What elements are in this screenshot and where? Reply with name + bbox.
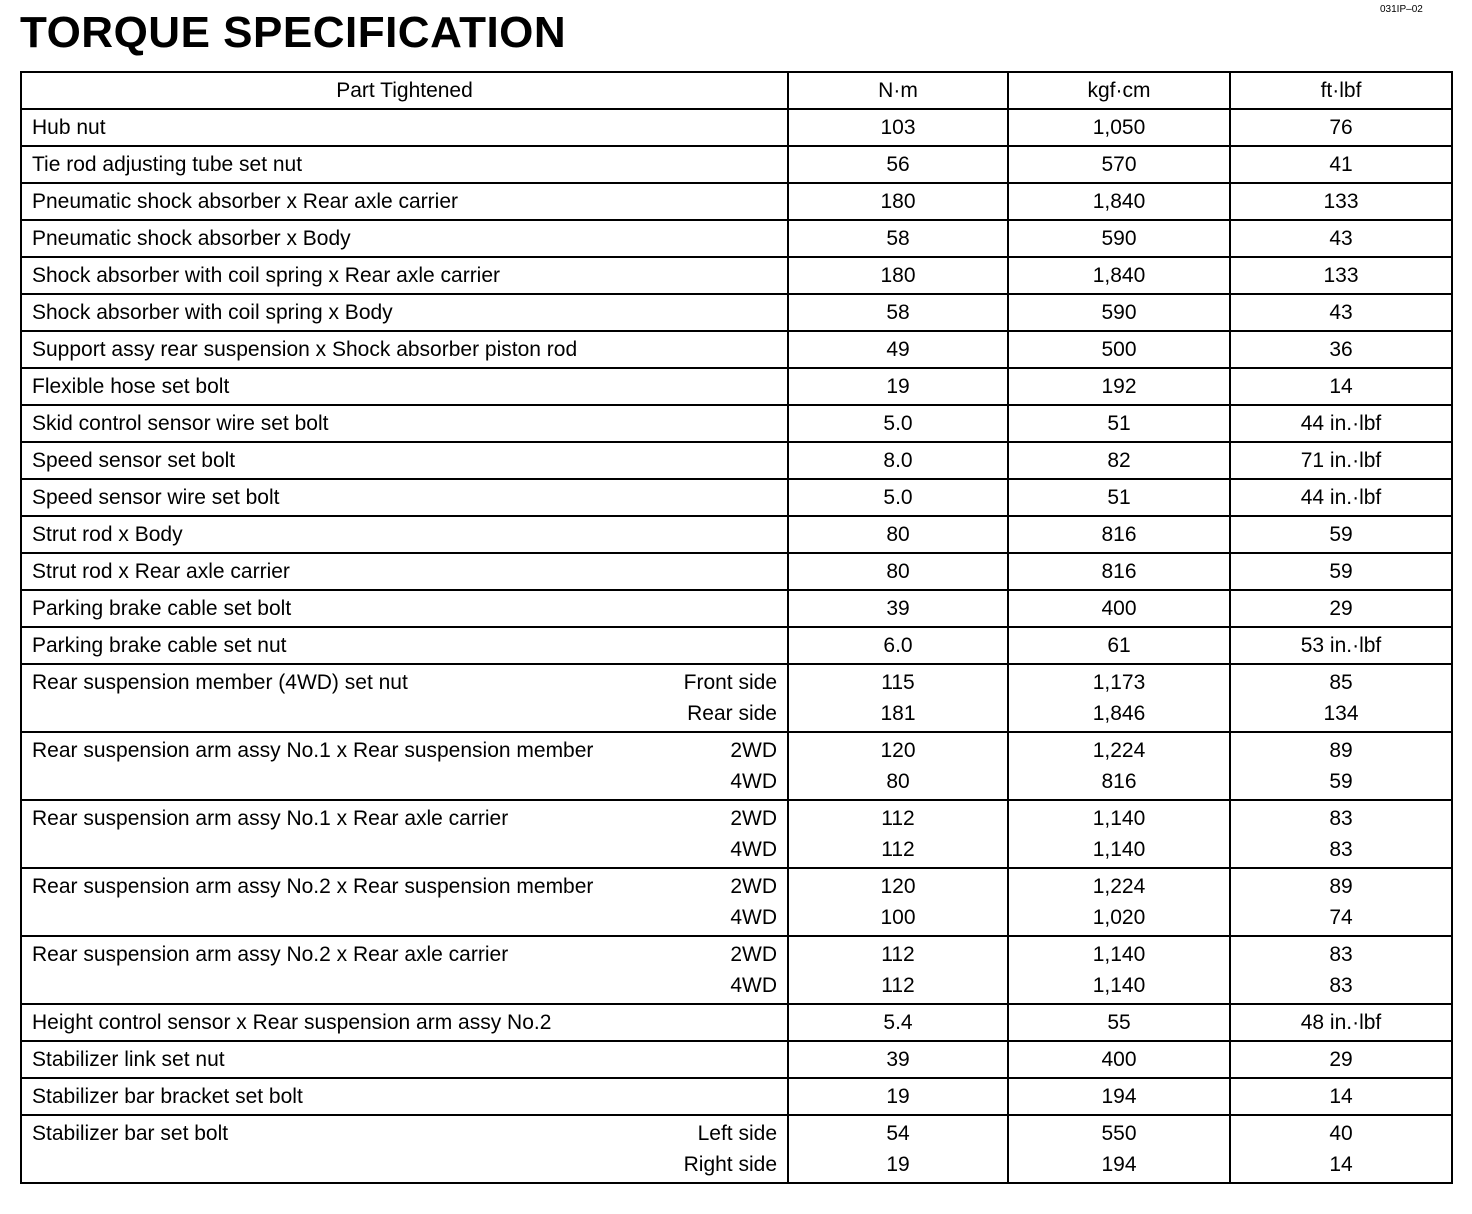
kgf-cm-value: 55 <box>1107 1010 1131 1034</box>
nm-value-cell <box>788 732 1008 800</box>
nm-value-cell <box>788 590 1008 627</box>
table-row <box>21 1004 1452 1041</box>
ft-lbf-value: 59 <box>1329 770 1353 793</box>
nm-value: 112 <box>881 974 915 997</box>
table-row <box>21 1041 1452 1078</box>
ft-lbf-value-cell <box>1230 479 1452 516</box>
table-row <box>21 479 1452 516</box>
ft-lbf-value: 76 <box>1329 115 1353 139</box>
kgf-cm-value-cell <box>1008 800 1230 868</box>
nm-value-cell <box>788 516 1008 553</box>
part-tightened-cell <box>21 1115 788 1183</box>
ft-lbf-value-cell <box>1230 146 1452 183</box>
kgf-cm-value: 61 <box>1107 633 1131 657</box>
kgf-cm-value: 400 <box>1101 596 1137 620</box>
kgf-cm-value-cell <box>1008 109 1230 146</box>
ft-lbf-value-cell <box>1230 442 1452 479</box>
kgf-cm-value: 816 <box>1101 522 1137 546</box>
table-row <box>21 936 1452 1004</box>
part-name: Pneumatic shock absorber x Rear axle carrier <box>32 189 459 213</box>
ft-lbf-value: 59 <box>1329 559 1353 583</box>
ft-lbf-value: 44 in.·lbf <box>1300 411 1382 435</box>
part-tightened-cell <box>21 516 788 553</box>
ft-lbf-value-cell <box>1230 257 1452 294</box>
kgf-cm-value: 1,224 <box>1092 739 1146 762</box>
nm-value: 80 <box>886 522 910 546</box>
part-tightened-cell <box>21 590 788 627</box>
nm-value: 19 <box>886 1084 910 1108</box>
nm-value-cell <box>788 146 1008 183</box>
part-tightened-cell <box>21 183 788 220</box>
part-condition: Left side <box>697 1122 777 1145</box>
part-tightened-cell <box>21 294 788 331</box>
header-nm: N·m <box>788 72 1008 109</box>
part-tightened-cell <box>21 146 788 183</box>
part-name: Speed sensor set bolt <box>32 448 236 472</box>
ft-lbf-value: 83 <box>1329 838 1353 861</box>
kgf-cm-value: 1,846 <box>1092 702 1146 725</box>
table-row <box>21 627 1452 664</box>
part-condition: Right side <box>683 1153 777 1176</box>
part-name: Rear suspension arm assy No.2 x Rear axle carrier <box>32 943 509 966</box>
part-condition: 2WD <box>730 739 777 762</box>
ft-lbf-value-cell <box>1230 516 1452 553</box>
ft-lbf-value-cell <box>1230 590 1452 627</box>
nm-value-cell <box>788 257 1008 294</box>
ft-lbf-value-cell <box>1230 294 1452 331</box>
part-name: Skid control sensor wire set bolt <box>32 411 329 435</box>
kgf-cm-value-cell <box>1008 936 1230 1004</box>
nm-value-cell <box>788 220 1008 257</box>
nm-value-cell <box>788 1115 1008 1183</box>
nm-value: 5.0 <box>883 411 913 435</box>
kgf-cm-value-cell <box>1008 627 1230 664</box>
nm-value-cell <box>788 664 1008 732</box>
part-name: Rear suspension arm assy No.1 x Rear axle carrier <box>32 807 509 830</box>
part-tightened-cell <box>21 220 788 257</box>
kgf-cm-value: 1,020 <box>1092 906 1146 929</box>
table-row <box>21 405 1452 442</box>
nm-value-cell <box>788 405 1008 442</box>
ft-lbf-value-cell <box>1230 109 1452 146</box>
kgf-cm-value: 1,173 <box>1092 671 1146 694</box>
ft-lbf-value: 14 <box>1329 1153 1353 1176</box>
part-tightened-cell <box>21 664 788 732</box>
kgf-cm-value-cell <box>1008 590 1230 627</box>
ft-lbf-value: 29 <box>1329 1047 1353 1071</box>
nm-value: 58 <box>886 226 910 250</box>
kgf-cm-value-cell <box>1008 1115 1230 1183</box>
part-tightened-cell <box>21 936 788 1004</box>
ft-lbf-value: 36 <box>1329 337 1353 361</box>
nm-value-cell <box>788 1041 1008 1078</box>
kgf-cm-value: 500 <box>1101 337 1137 361</box>
nm-value: 180 <box>880 189 916 213</box>
kgf-cm-value-cell <box>1008 516 1230 553</box>
part-tightened-cell <box>21 553 788 590</box>
kgf-cm-value-cell <box>1008 1004 1230 1041</box>
nm-value: 19 <box>886 1153 910 1176</box>
kgf-cm-value-cell <box>1008 183 1230 220</box>
nm-value: 112 <box>881 943 915 966</box>
table-row <box>21 553 1452 590</box>
part-name: Rear suspension arm assy No.2 x Rear suspension member <box>32 875 594 898</box>
ft-lbf-value: 59 <box>1329 522 1353 546</box>
nm-value: 5.0 <box>883 485 913 509</box>
table-row <box>21 516 1452 553</box>
table-row <box>21 664 1452 732</box>
ft-lbf-value-cell <box>1230 868 1452 936</box>
nm-value: 120 <box>880 739 916 762</box>
part-name: Stabilizer bar set bolt <box>32 1122 229 1145</box>
ft-lbf-value: 43 <box>1329 300 1353 324</box>
table-row <box>21 590 1452 627</box>
kgf-cm-value-cell <box>1008 732 1230 800</box>
part-tightened-cell <box>21 109 788 146</box>
ft-lbf-value-cell <box>1230 183 1452 220</box>
part-name: Rear suspension arm assy No.1 x Rear suspension member <box>32 739 594 762</box>
table-row <box>21 294 1452 331</box>
kgf-cm-value: 1,140 <box>1092 974 1146 997</box>
nm-value-cell <box>788 368 1008 405</box>
part-name: Stabilizer link set nut <box>32 1047 225 1071</box>
ft-lbf-value: 14 <box>1329 374 1353 398</box>
nm-value: 120 <box>880 875 916 898</box>
kgf-cm-value: 1,140 <box>1092 943 1146 966</box>
kgf-cm-value-cell <box>1008 553 1230 590</box>
part-name: Strut rod x Body <box>32 522 183 546</box>
ft-lbf-value: 44 in.·lbf <box>1300 485 1382 509</box>
kgf-cm-value: 192 <box>1101 374 1137 398</box>
header-kgf-cm: kgf·cm <box>1008 72 1230 109</box>
table-row <box>21 442 1452 479</box>
nm-value: 19 <box>886 374 910 398</box>
header-part-tightened: Part Tightened <box>21 72 788 109</box>
nm-value: 5.4 <box>883 1010 913 1034</box>
part-tightened-cell <box>21 800 788 868</box>
part-tightened-cell <box>21 732 788 800</box>
nm-value: 8.0 <box>883 448 913 472</box>
ft-lbf-value-cell <box>1230 368 1452 405</box>
kgf-cm-value-cell <box>1008 479 1230 516</box>
nm-value-cell <box>788 1004 1008 1041</box>
kgf-cm-value: 1,224 <box>1092 875 1146 898</box>
table-row <box>21 368 1452 405</box>
table-row <box>21 257 1452 294</box>
ft-lbf-value-cell <box>1230 1078 1452 1115</box>
nm-value: 6.0 <box>883 633 913 657</box>
ft-lbf-value: 53 in.·lbf <box>1300 633 1382 657</box>
part-condition: 2WD <box>730 943 777 966</box>
part-tightened-cell <box>21 442 788 479</box>
part-name: Pneumatic shock absorber x Body <box>32 226 351 250</box>
part-condition: 4WD <box>730 838 777 861</box>
nm-value-cell <box>788 442 1008 479</box>
kgf-cm-value: 82 <box>1107 448 1131 472</box>
part-name: Parking brake cable set nut <box>32 633 287 657</box>
kgf-cm-value-cell <box>1008 294 1230 331</box>
nm-value: 115 <box>881 671 915 694</box>
part-tightened-cell <box>21 868 788 936</box>
header-ft-lbf: ft·lbf <box>1230 72 1452 109</box>
part-tightened-cell <box>21 479 788 516</box>
table-row <box>21 220 1452 257</box>
ft-lbf-value: 41 <box>1329 152 1353 176</box>
part-name: Height control sensor x Rear suspension arm assy No.2 <box>32 1010 552 1034</box>
kgf-cm-value-cell <box>1008 664 1230 732</box>
part-name: Stabilizer bar bracket set bolt <box>32 1084 303 1108</box>
ft-lbf-value: 83 <box>1329 807 1353 830</box>
ft-lbf-value-cell <box>1230 732 1452 800</box>
table-row <box>21 1078 1452 1115</box>
ft-lbf-value: 43 <box>1329 226 1353 250</box>
nm-value: 58 <box>886 300 910 324</box>
ft-lbf-value: 48 in.·lbf <box>1300 1010 1382 1034</box>
part-name: Hub nut <box>32 115 106 139</box>
nm-value: 180 <box>880 263 916 287</box>
nm-value-cell <box>788 183 1008 220</box>
ft-lbf-value: 14 <box>1329 1084 1353 1108</box>
part-name: Support assy rear suspension x Shock absorber piston rod <box>32 337 578 361</box>
nm-value: 80 <box>886 770 910 793</box>
kgf-cm-value: 51 <box>1107 411 1131 435</box>
nm-value-cell <box>788 627 1008 664</box>
kgf-cm-value-cell <box>1008 331 1230 368</box>
ft-lbf-value-cell <box>1230 936 1452 1004</box>
part-name: Shock absorber with coil spring x Body <box>32 300 393 324</box>
part-tightened-cell <box>21 368 788 405</box>
kgf-cm-value: 1,140 <box>1092 838 1146 861</box>
ft-lbf-value-cell <box>1230 405 1452 442</box>
kgf-cm-value-cell <box>1008 220 1230 257</box>
nm-value-cell <box>788 800 1008 868</box>
nm-value-cell <box>788 479 1008 516</box>
document-code: 031IP–02 <box>1380 4 1423 15</box>
ft-lbf-value-cell <box>1230 1115 1452 1183</box>
nm-value: 49 <box>886 337 910 361</box>
kgf-cm-value: 590 <box>1101 300 1137 324</box>
kgf-cm-value: 590 <box>1101 226 1137 250</box>
ft-lbf-value: 29 <box>1329 596 1353 620</box>
kgf-cm-value-cell <box>1008 257 1230 294</box>
ft-lbf-value: 83 <box>1329 943 1353 966</box>
table-row <box>21 868 1452 936</box>
ft-lbf-value: 74 <box>1329 906 1353 929</box>
nm-value: 100 <box>880 906 916 929</box>
nm-value: 39 <box>886 1047 910 1071</box>
part-condition: 4WD <box>730 974 777 997</box>
part-condition: Front side <box>683 671 777 694</box>
kgf-cm-value: 816 <box>1101 559 1137 583</box>
nm-value: 39 <box>886 596 910 620</box>
part-tightened-cell <box>21 1004 788 1041</box>
nm-value-cell <box>788 331 1008 368</box>
nm-value: 80 <box>886 559 910 583</box>
kgf-cm-value-cell <box>1008 1078 1230 1115</box>
part-name: Parking brake cable set bolt <box>32 596 292 620</box>
kgf-cm-value: 194 <box>1101 1084 1137 1108</box>
part-tightened-cell <box>21 331 788 368</box>
nm-value-cell <box>788 109 1008 146</box>
ft-lbf-value: 134 <box>1323 702 1359 725</box>
nm-value-cell <box>788 294 1008 331</box>
kgf-cm-value-cell <box>1008 1041 1230 1078</box>
ft-lbf-value: 71 in.·lbf <box>1300 448 1382 472</box>
kgf-cm-value-cell <box>1008 868 1230 936</box>
ft-lbf-value-cell <box>1230 1041 1452 1078</box>
kgf-cm-value-cell <box>1008 442 1230 479</box>
kgf-cm-value: 1,840 <box>1092 189 1146 213</box>
table-row <box>21 732 1452 800</box>
part-tightened-cell <box>21 627 788 664</box>
part-tightened-cell <box>21 1041 788 1078</box>
part-condition: 4WD <box>730 906 777 929</box>
part-condition: 4WD <box>730 770 777 793</box>
table-row <box>21 331 1452 368</box>
ft-lbf-value-cell <box>1230 800 1452 868</box>
ft-lbf-value-cell <box>1230 553 1452 590</box>
part-tightened-cell <box>21 257 788 294</box>
part-condition: 2WD <box>730 807 777 830</box>
kgf-cm-value: 570 <box>1101 152 1137 176</box>
ft-lbf-value-cell <box>1230 627 1452 664</box>
ft-lbf-value-cell <box>1230 220 1452 257</box>
part-tightened-cell <box>21 405 788 442</box>
kgf-cm-value: 1,140 <box>1092 807 1146 830</box>
kgf-cm-value: 194 <box>1101 1153 1137 1176</box>
table-header-row <box>21 72 1452 109</box>
kgf-cm-value: 400 <box>1101 1047 1137 1071</box>
part-condition: 2WD <box>730 875 777 898</box>
table-row <box>21 146 1452 183</box>
kgf-cm-value: 51 <box>1107 485 1131 509</box>
part-tightened-cell <box>21 1078 788 1115</box>
table-row <box>21 109 1452 146</box>
kgf-cm-value: 550 <box>1101 1122 1137 1145</box>
ft-lbf-value: 89 <box>1329 739 1353 762</box>
ft-lbf-value: 85 <box>1329 671 1353 694</box>
part-name: Strut rod x Rear axle carrier <box>32 559 290 583</box>
nm-value: 103 <box>880 115 916 139</box>
ft-lbf-value-cell <box>1230 664 1452 732</box>
nm-value: 112 <box>881 838 915 861</box>
part-name: Tie rod adjusting tube set nut <box>32 152 303 176</box>
part-name: Shock absorber with coil spring x Rear axle carrier <box>32 263 501 287</box>
kgf-cm-value: 1,840 <box>1092 263 1146 287</box>
ft-lbf-value-cell <box>1230 331 1452 368</box>
kgf-cm-value-cell <box>1008 146 1230 183</box>
nm-value: 54 <box>886 1122 910 1145</box>
ft-lbf-value: 133 <box>1323 189 1359 213</box>
ft-lbf-value: 133 <box>1323 263 1359 287</box>
table-row <box>21 183 1452 220</box>
table-row <box>21 800 1452 868</box>
table-row <box>21 1115 1452 1183</box>
torque-table <box>20 71 1453 1184</box>
nm-value: 181 <box>880 702 916 725</box>
ft-lbf-value-cell <box>1230 1004 1452 1041</box>
part-name: Flexible hose set bolt <box>32 374 230 398</box>
kgf-cm-value: 1,050 <box>1092 115 1146 139</box>
nm-value: 112 <box>881 807 915 830</box>
ft-lbf-value: 83 <box>1329 974 1353 997</box>
ft-lbf-value: 40 <box>1329 1122 1353 1145</box>
part-name: Rear suspension member (4WD) set nut <box>32 671 408 694</box>
nm-value-cell <box>788 868 1008 936</box>
kgf-cm-value: 816 <box>1101 770 1137 793</box>
nm-value-cell <box>788 936 1008 1004</box>
kgf-cm-value-cell <box>1008 368 1230 405</box>
nm-value: 56 <box>886 152 910 176</box>
nm-value-cell <box>788 553 1008 590</box>
kgf-cm-value-cell <box>1008 405 1230 442</box>
table-body <box>21 109 1452 1183</box>
page-title: TORQUE SPECIFICATION <box>20 8 567 57</box>
part-name: Speed sensor wire set bolt <box>32 485 280 509</box>
part-condition: Rear side <box>687 702 777 725</box>
ft-lbf-value: 89 <box>1329 875 1353 898</box>
nm-value-cell <box>788 1078 1008 1115</box>
